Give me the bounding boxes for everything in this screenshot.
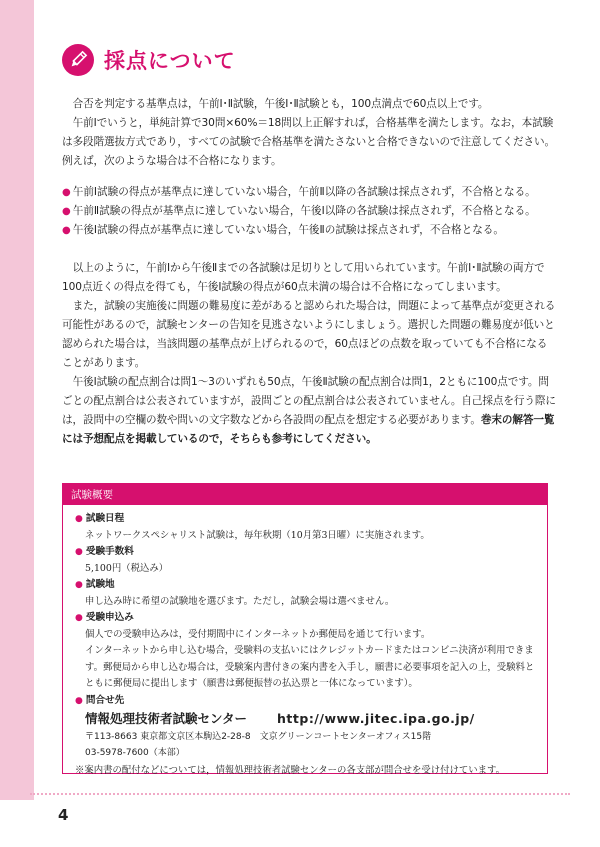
- footer-divider: [30, 793, 570, 795]
- contact-address: 〒113-8663 東京都文京区本駒込2-28-8 文京グリーンコートセンターオフィス15階: [85, 732, 432, 742]
- page-number: 4: [58, 806, 69, 824]
- points-paragraph: 午後Ⅰ試験の配点割合は問1～3のいずれも50点，午後Ⅱ試験の配点割合は問1，2ともに100点です。問ごとの配点割合は公表されていますが，設問ごとの配点割合は公表されていません。自己採点を行う際には，設問中の空欄の数や問いの文字数などから各設問の配点を想定する必要があります。巻末の解答一覧には予想配点を掲載しているので，そちらも参考にしてください。: [62, 376, 556, 445]
- highlight-note: 巻末の解答一覧には予想配点を掲載しているので，そちらも参考にしてください。: [62, 414, 555, 445]
- list-item: ● 午前Ⅱ試験の得点が基準点に達していない場合，午後Ⅰ以降の各試験は採点されず，不合格となる。: [62, 202, 562, 221]
- contact-info: [75, 709, 539, 729]
- schedule-text: ネットワークスペシャリスト試験は，毎年秋期（10月第3日曜）に実施されます。: [85, 529, 430, 541]
- scoring-explanation: [62, 259, 556, 449]
- exam-summary-box: [62, 483, 548, 774]
- bullet-icon: ●: [75, 613, 83, 623]
- difficulty-paragraph: また，試験の実施後に問題の難易度に差があると認められた場合は，問題によって基準点が変更される可能性があるので，試験センターの告知を見逃さないようにしましょう。選択した問題の難易度が低いと認められた場合は，当該問題の基準点が上げられるので，60点ほどの点数を取っていても不合格になることがあります。: [62, 300, 556, 369]
- bullet-icon: ●: [75, 695, 83, 706]
- location-text: 申し込み時に希望の試験地を選びます。ただし，試験会場は選べません。: [85, 595, 395, 607]
- bullet-icon: ●: [62, 206, 71, 217]
- bullet-icon: ●: [75, 514, 83, 524]
- fee-text: 5,100円（税込み）: [85, 562, 169, 574]
- contact-url[interactable]: http://www.jitec.ipa.go.jp/: [277, 711, 475, 726]
- summary-header: 試験概要: [63, 484, 547, 505]
- list-item: ● 午後Ⅰ試験の得点が基準点に達していない場合，午後Ⅱの試験は採点されず，不合格となる。: [62, 221, 562, 240]
- list-item: ● 午前Ⅰ試験の得点が基準点に達していない場合，午前Ⅱ以降の各試験は採点されず，不合格となる。: [62, 183, 562, 202]
- location-heading: ● 試験地: [75, 577, 539, 594]
- apply-text-2: インターネットから申し込む場合，受験料の支払いにはクレジットカードまたはコンビニ決済が利用できます。郵便局から申し込む場合は，受験案内書付きの案内書を入手し，願書に必要事項を記入の上，受験料とともに郵便局に提出します（願書は郵便振替の払込票と一体になっています）。: [85, 645, 535, 689]
- fail-conditions-list: [62, 183, 562, 240]
- contact-note: ※案内書の配付などについては，情報処理技術者試験センターの各支部が問合せを受け付けています。: [75, 765, 505, 776]
- bullet-icon: ●: [75, 547, 83, 557]
- contact-heading: ● 問合せ先: [75, 693, 539, 710]
- cutoff-paragraph: 以上のように，午前Ⅰから午後Ⅱまでの各試験は足切りとして用いられています。午前Ⅰ･Ⅱ試験の両方で100点近くの得点を得ても，午後Ⅰ試験の得点が60点未満の場合は不合格になってしまいます。: [62, 262, 545, 293]
- sidebar-stripe: [0, 0, 34, 800]
- page-title: 採点について: [104, 49, 236, 73]
- apply-text-1: 個人での受験申込みは，受付期間中にインターネットか郵便局を通じて行います。: [85, 628, 431, 640]
- bullet-icon: ●: [62, 187, 71, 198]
- intro-line-1: 合否を判定する基準点は，午前Ⅰ･Ⅱ試験，午後Ⅰ･Ⅱ試験とも，100点満点で60点以上です。: [72, 98, 489, 110]
- intro-line-2: 午前Ⅰでいうと，単純計算で30問×60%＝18問以上正解すれば，合格基準を満たします。なお，本試験は多段階選抜方式であり，すべての試験で合格基準を満たさないと合格できないので注意してください。例えば，次のような場合は不合格になります。: [62, 117, 555, 167]
- bullet-icon: ●: [75, 580, 83, 590]
- fee-heading: ● 受験手数料: [75, 544, 539, 561]
- apply-heading: ● 受験申込み: [75, 610, 539, 627]
- contact-phone: 03-5978-7600（本部）: [85, 748, 185, 758]
- contact-name: 情報処理技術者試験センター: [85, 711, 248, 726]
- section-title: [62, 42, 236, 78]
- intro-paragraph: [62, 95, 556, 171]
- schedule-heading: ● 試験日程: [75, 511, 539, 528]
- bullet-icon: ●: [62, 225, 71, 236]
- pen-icon: [62, 44, 94, 76]
